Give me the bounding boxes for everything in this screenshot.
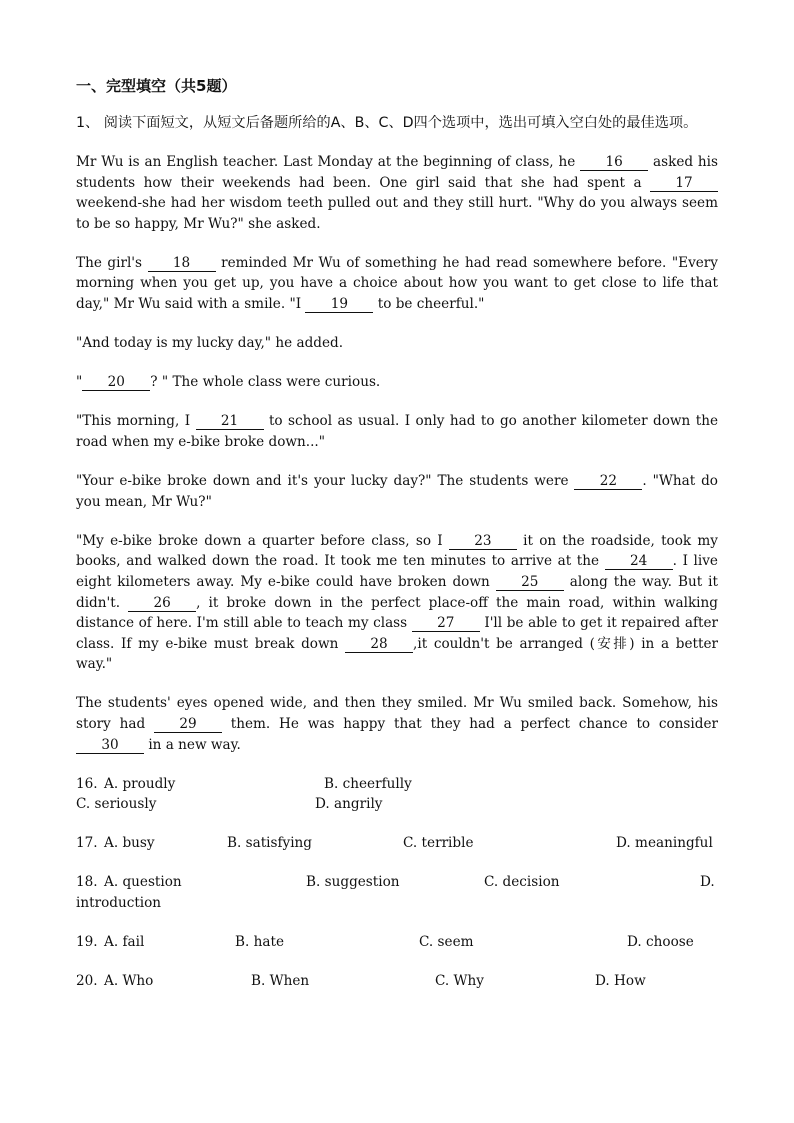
option-a[interactable]: A. fail (104, 933, 145, 950)
option-b[interactable]: B. cheerfully (324, 775, 412, 792)
text-run: to be cheerful." (373, 296, 485, 313)
text-run: " (76, 374, 83, 391)
option-a[interactable]: A. question (104, 874, 182, 891)
blank-16: 16 (580, 154, 648, 171)
option-d[interactable]: D. angrily (315, 796, 383, 813)
passage-paragraph-7 (76, 531, 718, 675)
blank-25: 25 (496, 574, 564, 591)
option-c[interactable]: C. decision (484, 874, 560, 891)
option-a[interactable]: A. proudly (104, 775, 176, 792)
passage-paragraph-3: "And today is my lucky day," he added. (76, 335, 344, 352)
question-number: 16. (76, 775, 98, 792)
section-title: 一、完型填空（共5题） (76, 77, 237, 95)
text-run: asked his students how their weekends had been. One girl said that she had spent a (76, 154, 718, 191)
passage-paragraph-2 (76, 253, 718, 315)
text-run: ? " The whole class were curious. (150, 374, 381, 391)
text-run: weekend-she had her wisdom teeth pulled out and they still hurt. "Why do you always seem to be so happy, Mr Wu?" she asked. (76, 195, 718, 232)
text-run: it on the roadside, took my books, and walked down the road. It took me ten minutes to arrive at the (76, 532, 718, 570)
text-run: to school as usual. I only had to go another kilometer down the road when my e-bike broke down..." (76, 413, 718, 450)
text-run: reminded Mr Wu of something he had read somewhere before. "Every morning when you get up, you have a choice about how you want to get close to life that day," Mr Wu said with a smile. "I (76, 254, 718, 313)
passage-paragraph-6 (76, 471, 718, 512)
text-run: . I live eight kilometers away. My e-bike could have broken down (76, 553, 718, 590)
document-content (76, 74, 718, 991)
blank-27: 27 (412, 615, 480, 632)
blank-29: 29 (154, 716, 222, 733)
text-run: along the way. But it didn't. (76, 573, 718, 611)
question-17 (76, 833, 718, 854)
blank-23: 23 (449, 533, 517, 550)
option-d-letter: D. (700, 874, 715, 891)
option-c[interactable]: C. seriously (76, 796, 157, 813)
instruction: 1、 阅读下面短文，从短文后备题所给的A、B、C、D四个选项中，选出可填入空白处的最佳选项。 (76, 115, 698, 131)
text-run: The students' eyes opened wide, and then they smiled. Mr Wu smiled back. Somehow, his story had (76, 695, 718, 732)
question-16 (76, 774, 718, 815)
option-d[interactable]: D. meaningful (616, 835, 713, 852)
passage-paragraph-4 (76, 372, 718, 393)
question-number: 17. (76, 835, 98, 852)
text-run: them. He was happy that they had a perfect chance to consider (221, 715, 719, 732)
question-number: 18. (76, 874, 98, 891)
text-run: in a new way. (144, 736, 241, 753)
question-19 (76, 932, 718, 953)
blank-24: 24 (605, 553, 673, 570)
text-run: , it broke down in the perfect place-off the main road, within walking distance of here. I'm still able to teach my class (76, 594, 718, 632)
option-b[interactable]: B. suggestion (306, 874, 400, 891)
blank-21: 21 (196, 413, 264, 430)
blank-28: 28 (345, 636, 413, 653)
question-18 (76, 872, 718, 913)
text-run: I'll be able to get it repaired after class. If my e-bike must break down (76, 615, 718, 652)
option-c[interactable]: C. Why (435, 972, 484, 989)
passage-paragraph-8 (76, 693, 718, 755)
option-d[interactable]: D. choose (627, 933, 694, 950)
blank-17: 17 (650, 175, 718, 192)
text-run: "My e-bike broke down a quarter before class, so I (76, 532, 449, 549)
option-b[interactable]: B. When (251, 972, 310, 989)
text-run: The girl's (76, 254, 148, 271)
text-run: "This morning, I (76, 413, 196, 430)
text-run: "Your e-bike broke down and it's your lucky day?" The students were (76, 473, 575, 490)
option-a[interactable]: A. Who (104, 972, 154, 989)
question-20 (76, 971, 718, 992)
blank-22: 22 (574, 473, 642, 490)
passage-paragraph-5 (76, 411, 718, 452)
blank-30: 30 (76, 737, 144, 754)
text-run: Mr Wu is an English teacher. Last Monday at the beginning of class, he (76, 154, 581, 170)
option-b[interactable]: B. hate (235, 933, 284, 950)
option-d[interactable]: D. How (595, 972, 646, 989)
option-a[interactable]: A. busy (104, 835, 155, 852)
blank-26: 26 (128, 595, 196, 612)
text-run: ,it couldn't be arranged (安排) in a better way." (76, 635, 718, 673)
option-d-text: introduction (76, 894, 162, 911)
passage-paragraph-1 (76, 152, 718, 234)
option-c[interactable]: C. seem (419, 933, 474, 950)
option-c[interactable]: C. terrible (403, 835, 474, 852)
blank-18: 18 (148, 255, 216, 272)
text-run: . "What do you mean, Mr Wu?" (76, 473, 718, 510)
option-b[interactable]: B. satisfying (227, 835, 313, 852)
question-number: 19. (76, 933, 98, 950)
question-number: 20. (76, 972, 98, 989)
blank-19: 19 (305, 296, 373, 313)
blank-20: 20 (82, 374, 150, 391)
